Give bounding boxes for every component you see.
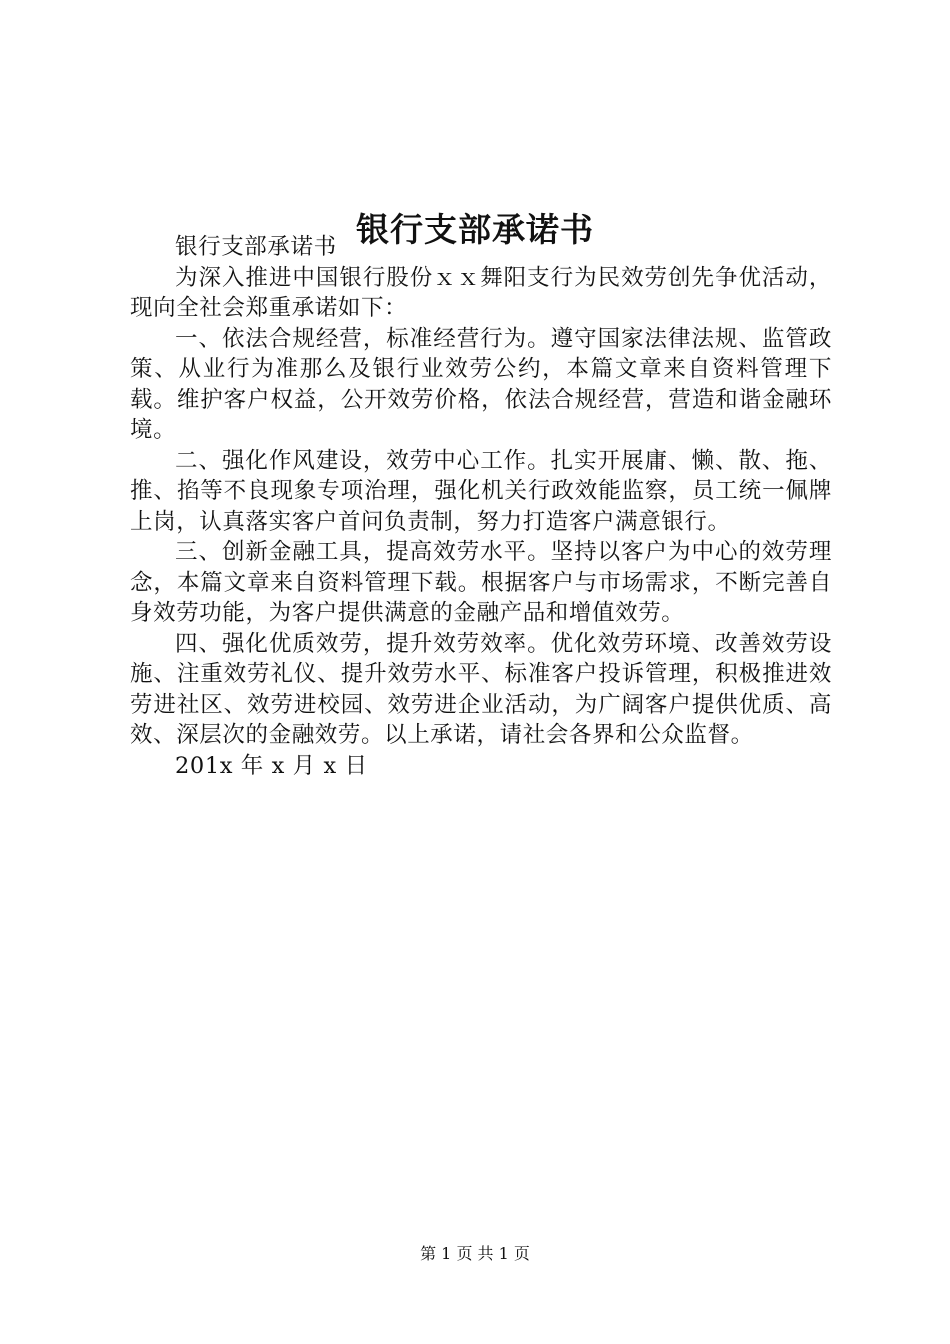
date-line: 201x 年 x 月 x 日 [175, 752, 368, 779]
paragraph-item-3: 三、创新金融工具，提高效劳水平。坚持以客户为中心的效劳理念，本篇文章来自资料管理下载。根据客户与市场需求，不断完善自身效劳功能，为客户提供满意的金融产品和增值效劳。 [130, 539, 832, 626]
paragraph-item-1: 一、依法合规经营，标准经营行为。遵守国家法律法规、监管政策、从业行为准那么及银行业效劳公约，本篇文章来自资料管理下载。维护客户权益，公开效劳价格，依法合规经营，营造和谐金融环境。 [130, 325, 832, 443]
paragraph-item-2: 二、强化作风建设，效劳中心工作。扎实开展庸、懒、散、拖、推、掐等不良现象专项治理，强化机关行政效能监察，员工统一佩牌上岗，认真落实客户首问负责制，努力打造客户满意银行。 [130, 447, 832, 535]
page-number-footer: 第 1 页 共 1 页 [420, 1244, 530, 1263]
document-title: 银行支部承诺书 [356, 210, 594, 250]
paragraph-heading: 银行支部承诺书 [175, 234, 337, 260]
document-body [130, 232, 832, 781]
paragraph-item-4: 四、强化优质效劳，提升效劳效率。优化效劳环境、改善效劳设施、注重效劳礼仪、提升效劳水平、标准客户投诉管理，积极推进效劳进社区、效劳进校园、效劳进企业活动，为广阔客户提供优质、高效、深层次的金融效劳。以上承诺，请社会各界和公众监督。 [130, 630, 832, 748]
paragraph-intro: 为深入推进中国银行股份ｘｘ舞阳支行为民效劳创先争优活动，现向全社会郑重承诺如下： [130, 264, 832, 321]
